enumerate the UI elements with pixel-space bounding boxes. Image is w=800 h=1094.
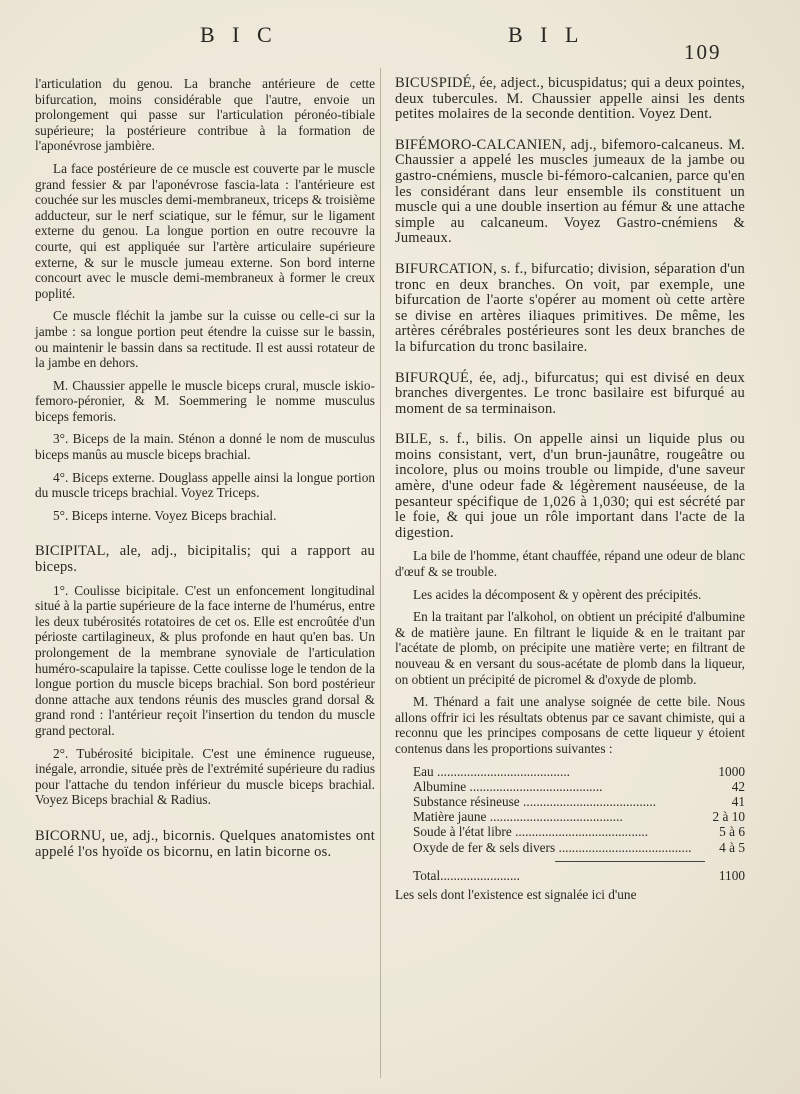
total-row: Total........................ 1100 <box>413 867 745 883</box>
component-value: 2 à 10 <box>712 809 745 825</box>
composition-row: Oxyde de fer & sels divers ........................................ 4 à 5 <box>413 839 745 855</box>
entry-bifemoro-calcanien: BIFÉMORO-CALCANIEN, adj., bifemoro-calcaneus. M. Chaussier a appelé les muscles jumeaux de la jambe ou gastro-cnémiens, muscle bi-fémoro-calcanien, parce qu'en les considérant dans leur ensemble ils constituent un muscle qui a une double insertion au fémur & une attache simple au calcaneum. Voyez Gastro-cnémiens & Jumeaux. <box>395 136 745 247</box>
paragraph: La face postérieure de ce muscle est couverte par le muscle grand fessier & par l'aponévrose fascia-lata : l'antérieure est couchée sur les muscles demi-membraneux, triceps & troisième adducteur, sur le nerf sciatique, sur le fémur, sur le ligament externe du genou. La longue portion en outre recouvre la courte, qui est appliquée sur l'artère articulaire supérieure externe, & sur le muscle jumeau externe. Son bord interne concourt avec le muscle demi-membraneux à former le creux poplité. <box>35 160 375 301</box>
page-number: 109 <box>684 40 722 64</box>
composition-row: Matière jaune ........................................ 2 à 10 <box>413 809 745 825</box>
component-name: Oxyde de fer & sels divers <box>413 839 556 855</box>
paragraph: l'articulation du genou. La branche antérieure de cette bifurcation, moins considérable que l'autre, envoie un prolongement qui passe sur l'articulation péronéo-tibiale supérieure; la postérieure contribue à la formation de l'aponévrose jambière. <box>35 76 375 154</box>
component-value: 4 à 5 <box>719 839 745 855</box>
component-name: Eau <box>413 763 434 779</box>
total-label: Total <box>413 867 441 883</box>
right-column <box>395 76 745 910</box>
paragraph: M. Chaussier appelle le muscle biceps crural, muscle iskio-femoro-péronier, & M. Soemmering le nomme musculus biceps femoris. <box>35 377 375 424</box>
entry-bile: BILE, s. f., bilis. On appelle ainsi un liquide plus ou moins consistant, vert, d'un brun-jaunâtre, rougeâtre ou incolore, plus ou moins trouble ou limpide, d'une saveur amère, d'une odeur fade & légèrement nauséeuse, de la pesanteur spécifique de 1,026 à 1,030; qui est sécrété par le foie, & qui joue un rôle important dans l'acte de la digestion. <box>395 431 745 541</box>
composition-table <box>395 764 745 855</box>
paragraph: Ce muscle fléchit la jambe sur la cuisse ou celle-ci sur la jambe : sa longue portion peut étendre la cuisse sur le bassin, ou maintenir le bassin dans sa rectitude. Il est aussi rotateur de la jambe en dehors. <box>35 308 375 371</box>
component-name: Albumine <box>413 778 467 794</box>
component-name: Soude à l'état libre <box>413 824 512 840</box>
total-value: 1100 <box>718 867 745 883</box>
running-head-right: B I L <box>508 22 585 47</box>
component-value: 42 <box>731 778 745 794</box>
composition-row: Eau ........................................ 1000 <box>413 763 745 779</box>
paragraph: 4°. Biceps externe. Douglass appelle ainsi la longue portion du muscle triceps brachial. Voyez Triceps. <box>35 469 375 501</box>
component-name: Substance résineuse <box>413 793 520 809</box>
entry-bicuspide: BICUSPIDÉ, ée, adject., bicuspidatus; qui a deux pointes, deux tubercules. M. Chaussier appelle ainsi les dents petites molaires de la seconde dentition. Voyez Dent. <box>395 75 745 123</box>
component-value: 1000 <box>718 763 745 779</box>
paragraph: 2°. Tubérosité bicipitale. C'est une éminence rugueuse, inégale, arrondie, située près de l'extrémité supérieure du radius pour l'attache du tendon inférieur du muscle biceps brachial. Voyez Biceps brachial & Radius. <box>35 745 375 808</box>
entry-bifurcation: BIFURCATION, s. f., bifurcatio; division, séparation d'un tronc en deux branches. On voit, par exemple, une bifurcation de l'aorte s'opérer au moment où cette artère se divise en artères iliaques primitives. De même, les artères cérébrales postérieures sont les deux branches de la bifurcation du tronc basilaire. <box>395 260 745 355</box>
composition-row: Soude à l'état libre ........................................ 5 à 6 <box>413 824 745 840</box>
composition-row: Substance résineuse ........................................ 41 <box>413 793 745 809</box>
paragraph: En la traitant par l'alkohol, on obtient un précipité d'albumine & de matière jaune. En filtrant le liquide & en le traitant par l'acétate de plomb, on précipite une matière verte; en filtrant de nouveau & en versant du sous-acétate de plomb dans la liqueur, on obtient un précipité de picromel & d'oxyde de plomb. <box>395 609 745 687</box>
entry-bicipital: BICIPITAL, ale, adj., bicipitalis; qui a rapport au biceps. <box>35 543 375 576</box>
paragraph: Les acides la décomposent & y opèrent des précipités. <box>413 586 702 602</box>
component-name: Matière jaune <box>413 809 487 825</box>
entry-bicornu: BICORNU, ue, adj., bicornis. Quelques anatomistes ont appelé l'os hyoïde os bicornu, en latin bicorne os. <box>35 827 375 860</box>
column-divider <box>380 68 381 1078</box>
paragraph: La bile de l'homme, étant chauffée, répand une odeur de blanc d'œuf & se trouble. <box>395 548 745 580</box>
total-rule <box>555 861 705 862</box>
final-line: Les sels dont l'existence est signalée ici d'une <box>395 886 637 902</box>
paragraph: 5°. Biceps interne. Voyez Biceps brachial. <box>53 507 277 523</box>
component-value: 41 <box>731 793 745 809</box>
paragraph: 3°. Biceps de la main. Sténon a donné le nom de musculus biceps manûs au muscle biceps brachial. <box>35 431 375 463</box>
component-value: 5 à 6 <box>719 824 745 840</box>
composition-row: Albumine ........................................ 42 <box>413 778 745 794</box>
running-head-left: B I C <box>200 22 278 47</box>
paragraph: M. Thénard a fait une analyse soignée de cette bile. Nous allons offrir ici les résultats obtenus par ce savant chimiste, qui a reconnu que les principes composans de cette liqueur y étoient contenus dans les proportions suivantes : <box>395 694 745 756</box>
paragraph: 1°. Coulisse bicipitale. C'est un enfoncement longitudinal situé à la partie supérieure de la face interne de l'humérus, entre les deux tubérosités rotatoires de cet os. Elle est encroûtée d'un périoste cartilagineux, & plus profonde en haut qu'en bas. Un prolongement de la membrane synoviale de l'articulation huméro-scapulaire la tapisse. Cette coulisse loge le tendon de la longue portion du muscle biceps brachial. Son bord postérieur donne attache aux tendons réunis des muscles grand dorsal & grand rond : l'antérieur reçoit l'insertion du tendon du muscle grand pectoral. <box>35 582 375 738</box>
entry-bifurque: BIFURQUÉ, ée, adj., bifurcatus; qui est divisé en deux branches divergentes. Le tronc basilaire est bifurqué au moment de sa terminaison. <box>395 369 745 417</box>
left-column <box>35 76 375 867</box>
